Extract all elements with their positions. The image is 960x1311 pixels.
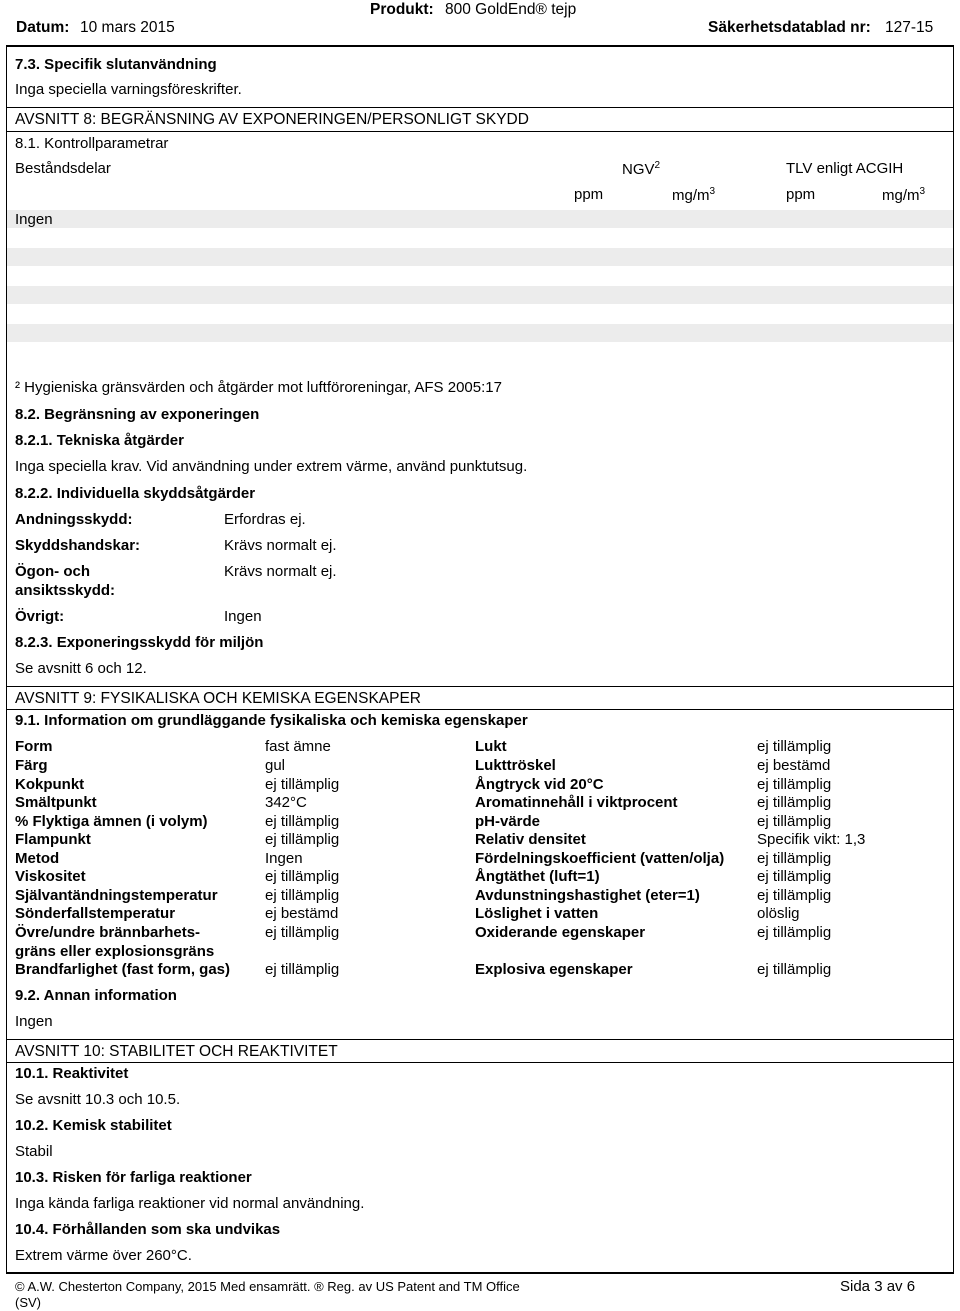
s8-footnote: ² Hygieniska gränsvärden och åtgärder mot luftföroreningar, AFS 2005:17 [15, 379, 502, 396]
s10-2-heading: 10.2. Kemisk stabilitet [15, 1117, 172, 1134]
prop-label: pH-värde [475, 813, 541, 830]
ppe-value: Erfordras ej. [224, 511, 306, 528]
sds-value: 127-15 [885, 19, 934, 36]
prop-label: Oxiderande egenskaper [475, 924, 646, 941]
s7-3-heading: 7.3. Specifik slutanvändning [15, 56, 217, 73]
table-row-3 [7, 248, 953, 266]
prop-value: ej bestämd [265, 905, 339, 922]
s9-title: AVSNITT 9: FYSIKALISKA OCH KEMISKA EGENSKAPER [15, 690, 422, 707]
prop-label: % Flyktiga ämnen (i volym) [15, 813, 208, 830]
prop-label: Kokpunkt [15, 776, 85, 793]
prop-label: gräns eller explosionsgräns [15, 943, 215, 960]
prop-value: ej tillämplig [757, 813, 832, 830]
frame-right-border [953, 47, 954, 1273]
col-tlv: TLV enligt ACGIH [786, 160, 904, 177]
s8-1-heading: 8.1. Kontrollparametrar [15, 135, 169, 152]
sds-label: Säkerhetsdatablad nr: [708, 19, 871, 36]
s9-2-text: Ingen [15, 1013, 53, 1030]
prop-label: Fördelningskoefficient (vatten/olja) [475, 850, 725, 867]
prop-value: gul [265, 757, 286, 774]
prop-label: Löslighet i vatten [475, 905, 599, 922]
prop-value: ej tillämplig [757, 887, 832, 904]
prop-value: Specifik vikt: 1,3 [757, 831, 866, 848]
s8-title: AVSNITT 8: BEGRÄNSNING AV EXPONERINGEN/PERSONLIGT SKYDD [15, 111, 529, 128]
row-ingen: Ingen [15, 211, 53, 228]
prop-label: Form [15, 738, 53, 755]
ppe-label: Ögon- och [15, 563, 90, 580]
prop-value: ej tillämplig [757, 850, 832, 867]
prop-label: Metod [15, 850, 60, 867]
s8-top-rule [6, 107, 954, 108]
prop-label: Smältpunkt [15, 794, 97, 811]
ppe-label: Andningsskydd: [15, 511, 133, 528]
s10-2-text: Stabil [15, 1143, 53, 1160]
prop-label: Ångtryck vid 20°C [475, 776, 604, 793]
prop-value: ej tillämplig [757, 776, 832, 793]
prop-value: ej bestämd [757, 757, 831, 774]
unit-ppm-ngv: ppm [574, 186, 604, 203]
prop-value: olöslig [757, 905, 800, 922]
ppe-label: Övrigt: [15, 608, 65, 625]
col-ngv: NGV$^2$ [622, 160, 661, 178]
s9-2-heading: 9.2. Annan information [15, 987, 177, 1004]
s8-title-rule [6, 131, 954, 132]
date-value: 10 mars 2015 [80, 19, 175, 36]
s7-3-text: Inga speciella varningsföreskrifter. [15, 81, 242, 98]
s10-3-heading: 10.3. Risken för farliga reaktioner [15, 1169, 252, 1186]
prop-value: ej tillämplig [757, 794, 832, 811]
s8-2-1-heading: 8.2.1. Tekniska åtgärder [15, 432, 184, 449]
s10-1-text: Se avsnitt 10.3 och 10.5. [15, 1091, 181, 1108]
table-row-1 [7, 210, 953, 228]
prop-value: ej tillämplig [265, 868, 340, 885]
footer-lang: (SV) [15, 1295, 41, 1310]
s8-2-3-heading: 8.2.3. Exponeringsskydd för miljön [15, 634, 264, 651]
prop-label: Brandfarlighet (fast form, gas) [15, 961, 231, 978]
prop-value: Ingen [265, 850, 303, 867]
prop-value: ej tillämplig [757, 961, 832, 978]
footer-rule [6, 1272, 954, 1274]
s8-2-3-text: Se avsnitt 6 och 12. [15, 660, 147, 677]
date-label: Datum: [16, 19, 70, 36]
prop-label: Flampunkt [15, 831, 91, 848]
s10-1-heading: 10.1. Reaktivitet [15, 1065, 129, 1082]
prop-value: fast ämne [265, 738, 331, 755]
prop-label: Sönderfallstemperatur [15, 905, 176, 922]
prop-value: ej tillämplig [265, 961, 340, 978]
s8-2-heading: 8.2. Begränsning av exponeringen [15, 406, 260, 423]
s10-title-rule [6, 1062, 954, 1063]
page-number: Sida 3 av 6 [840, 1278, 916, 1295]
header-rule [6, 45, 954, 47]
unit-mg-tlv: $mg/m^3$ [882, 186, 926, 204]
prop-label: Självantändningstemperatur [15, 887, 218, 904]
footer-copyright: © A.W. Chesterton Company, 2015 Med ensamrätt. ® Reg. av US Patent and TM Office [15, 1279, 520, 1294]
prop-value: ej tillämplig [265, 831, 340, 848]
table-row-7 [7, 324, 953, 342]
s10-4-text: Extrem värme över 260°C. [15, 1247, 192, 1264]
prop-label: Ångtäthet (luft=1) [475, 868, 600, 885]
prop-value: ej tillämplig [757, 868, 832, 885]
prop-value: ej tillämplig [757, 924, 832, 941]
s8-2-1-text: Inga speciella krav. Vid användning under extrem värme, använd punktutsug. [15, 458, 528, 475]
product-value: 800 GoldEnd® tejp [445, 1, 577, 18]
s10-top-rule [6, 1039, 954, 1040]
unit-ppm-tlv: ppm [786, 186, 816, 203]
prop-label: Övre/undre brännbarhets- [15, 924, 201, 941]
prop-label: Explosiva egenskaper [475, 961, 633, 978]
ppe-value: Krävs normalt ej. [224, 537, 337, 554]
prop-value: ej tillämplig [757, 738, 832, 755]
prop-value: ej tillämplig [265, 776, 340, 793]
s9-title-rule [6, 709, 954, 710]
table-row-5 [7, 286, 953, 304]
frame-left-border [6, 47, 7, 1273]
ppe-label: ansiktsskydd: [15, 582, 116, 599]
unit-mg-ngv: $mg/m^3$ [672, 186, 716, 204]
s9-1-heading: 9.1. Information om grundläggande fysikaliska och kemiska egenskaper [15, 712, 528, 729]
prop-label: Lukttröskel [475, 757, 556, 774]
prop-label: Lukt [475, 738, 507, 755]
prop-value: ej tillämplig [265, 924, 340, 941]
prop-value: ej tillämplig [265, 887, 340, 904]
prop-label: Avdunstningshastighet (eter=1) [475, 887, 700, 904]
ppe-value: Krävs normalt ej. [224, 563, 337, 580]
product-label: Produkt: [370, 1, 434, 18]
prop-label: Viskositet [15, 868, 86, 885]
s9-top-rule [6, 686, 954, 687]
prop-label: Aromatinnehåll i viktprocent [475, 794, 678, 811]
col-components: Beståndsdelar [15, 160, 111, 177]
prop-label: Färg [15, 757, 48, 774]
s10-title: AVSNITT 10: STABILITET OCH REAKTIVITET [15, 1043, 338, 1060]
ppe-label: Skyddshandskar: [15, 537, 141, 554]
s10-4-heading: 10.4. Förhållanden som ska undvikas [15, 1221, 281, 1238]
s10-3-text: Inga kända farliga reaktioner vid normal användning. [15, 1195, 365, 1212]
prop-value: ej tillämplig [265, 813, 340, 830]
prop-value: 342°C [265, 794, 307, 811]
ppe-value: Ingen [224, 608, 262, 625]
prop-label: Relativ densitet [475, 831, 586, 848]
s8-2-2-heading: 8.2.2. Individuella skyddsåtgärder [15, 485, 256, 502]
